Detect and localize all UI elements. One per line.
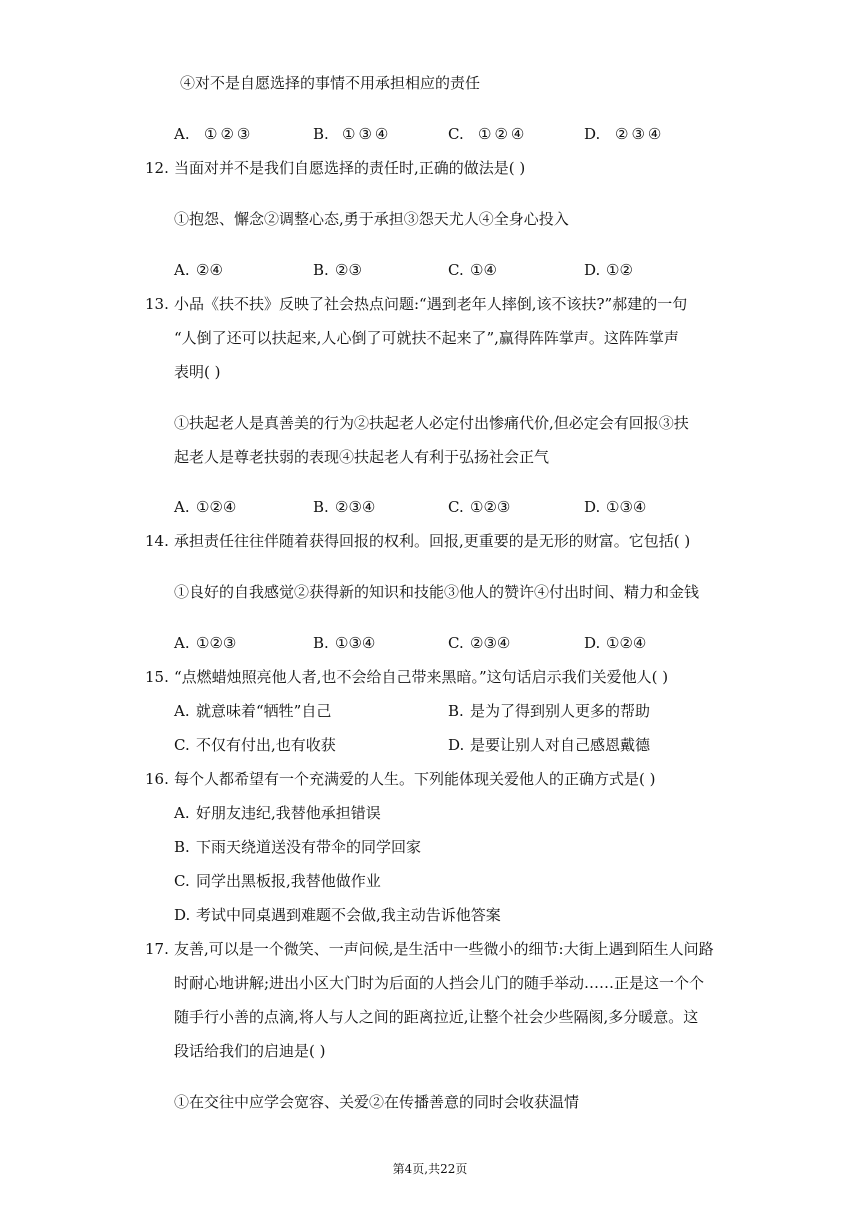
option-text: 就意味着“牺牲”自己	[196, 702, 332, 720]
option-c[interactable]	[448, 497, 510, 517]
option-letter: D.	[584, 261, 601, 279]
option-letter: C.	[448, 261, 464, 279]
option-b[interactable]	[313, 497, 375, 517]
q11-option-c-letter[interactable]: C.	[448, 125, 464, 143]
option-d[interactable]	[174, 905, 501, 925]
option-letter: C.	[448, 634, 464, 652]
question-number: 12.	[145, 159, 169, 177]
question-stem: 承担责任往往伴随着获得回报的权利。回报,更重要的是无形的财富。它包括( )	[174, 532, 691, 550]
option-letter: D.	[448, 736, 465, 754]
option-text: 不仅有付出,也有收获	[196, 736, 336, 754]
question-stem: 每个人都希望有一个充满爱的人生。下列能体现关爱他人的正确方式是( )	[174, 770, 656, 788]
option-letter: A.	[174, 261, 190, 279]
option-letter: B.	[313, 634, 329, 652]
option-a[interactable]	[174, 633, 236, 653]
option-a[interactable]	[174, 260, 223, 280]
option-d[interactable]	[584, 260, 633, 280]
question-statements-line-1: ①扶起老人是真善美的行为②扶起老人必定付出惨痛代价,但必定会有回报③扶	[174, 414, 689, 432]
option-text: ①④	[470, 261, 497, 279]
option-text: ①②	[606, 261, 633, 279]
option-text: ①②③	[196, 634, 237, 652]
option-text: 考试中同桌遇到难题不会做,我主动告诉他答案	[196, 906, 501, 924]
option-letter: B.	[174, 838, 190, 856]
q11-option-a-text: ①②③	[204, 125, 254, 143]
question-stem-line-2: “人倒了还可以扶起来,人心倒了可就扶不起来了”,赢得阵阵掌声。这阵阵掌声	[174, 329, 679, 347]
q11-option-d-text: ②③④	[615, 125, 665, 143]
option-text: 下雨天绕道送没有带伞的同学回家	[196, 838, 422, 856]
option-text: ①③④	[335, 634, 376, 652]
option-c[interactable]	[448, 633, 510, 653]
option-letter: D.	[174, 906, 191, 924]
question-stem-line-1: 小品《扶不扶》反映了社会热点问题:“遇到老年人摔倒,该不该扶?”郝建的一句	[174, 295, 688, 313]
option-a[interactable]	[174, 803, 381, 823]
q11-option-d-letter[interactable]: D.	[584, 125, 601, 143]
option-a[interactable]	[174, 701, 331, 721]
option-text: ②④	[196, 261, 223, 279]
question-statements-line-2: 起老人是尊老扶弱的表现④扶起老人有利于弘扬社会正气	[174, 448, 550, 466]
question-stem-line-3: 表明( )	[174, 363, 221, 381]
option-b[interactable]	[174, 837, 421, 857]
q11-option-c-text: ①②④	[478, 125, 528, 143]
option-d[interactable]	[448, 735, 650, 755]
option-d[interactable]	[584, 497, 646, 517]
option-text: 同学出黑板报,我替他做作业	[196, 872, 381, 890]
option-letter: D.	[584, 498, 601, 516]
option-letter: C.	[448, 498, 464, 516]
option-text: ②③④	[470, 634, 511, 652]
option-letter: B.	[313, 498, 329, 516]
option-b[interactable]	[448, 701, 650, 721]
option-text: ②③	[335, 261, 362, 279]
option-letter: C.	[174, 872, 190, 890]
option-b[interactable]	[313, 260, 362, 280]
question-statements: ①抱怨、懈念②调整心态,勇于承担③怨天尤人④全身心投入	[174, 210, 569, 228]
question-stem: “点燃蜡烛照亮他人者,也不会给自己带来黑暗。”这句话启示我们关爱他人( )	[174, 668, 669, 686]
option-b[interactable]	[313, 633, 375, 653]
option-text: 好朋友违纪,我替他承担错误	[196, 804, 381, 822]
option-a[interactable]	[174, 497, 236, 517]
question-number: 15.	[145, 668, 169, 686]
option-text: ①③④	[606, 498, 647, 516]
option-text: 是要让别人对自己感恩戴德	[470, 736, 651, 754]
option-letter: D.	[584, 634, 601, 652]
option-letter: A.	[174, 634, 190, 652]
question-statements: ①良好的自我感觉②获得新的知识和技能③他人的赞许④付出时间、精力和金钱	[174, 583, 700, 601]
option-text: ①②③	[470, 498, 511, 516]
question-stem-line-1: 友善,可以是一个微笑、一声问候,是生活中一些微小的细节:大街上遇到陌生人问路	[174, 940, 714, 958]
option-c[interactable]	[174, 735, 336, 755]
option-letter: A.	[174, 804, 190, 822]
question-number: 17.	[145, 940, 169, 958]
option-text: 是为了得到别人更多的帮助	[470, 702, 651, 720]
option-c[interactable]	[448, 260, 497, 280]
q11-statement-4: ④对不是自愿选择的事情不用承担相应的责任	[180, 74, 481, 92]
question-stem-line-3: 随手行小善的点滴,将人与人之间的距离拉近,让整个社会少些隔阂,多分暖意。这	[174, 1008, 699, 1026]
question-number: 16.	[145, 770, 169, 788]
question-statements: ①在交往中应学会宽容、关爱②在传播善意的同时会收获温情	[174, 1093, 580, 1111]
option-d[interactable]	[584, 633, 646, 653]
option-letter: C.	[174, 736, 190, 754]
q11-option-b-text: ①③④	[342, 125, 392, 143]
option-letter: B.	[313, 261, 329, 279]
option-text: ②③④	[335, 498, 376, 516]
question-stem-line-2: 时耐心地讲解;进出小区大门时为后面的人挡会儿门的随手举动……正是这一个个	[174, 974, 705, 992]
question-stem: 当面对并不是我们自愿选择的责任时,正确的做法是( )	[174, 159, 526, 177]
option-letter: B.	[448, 702, 464, 720]
question-number: 14.	[145, 532, 169, 550]
q11-option-a-letter[interactable]: A.	[174, 125, 190, 143]
option-letter: A.	[174, 498, 190, 516]
question-number: 13.	[145, 295, 169, 313]
question-stem-line-4: 段话给我们的启迪是( )	[174, 1042, 326, 1060]
option-letter: A.	[174, 702, 190, 720]
option-c[interactable]	[174, 871, 381, 891]
option-text: ①②④	[196, 498, 237, 516]
page-footer: 第4页,共22页	[392, 1162, 468, 1176]
option-text: ①②④	[606, 634, 647, 652]
q11-option-b-letter[interactable]: B.	[313, 125, 329, 143]
